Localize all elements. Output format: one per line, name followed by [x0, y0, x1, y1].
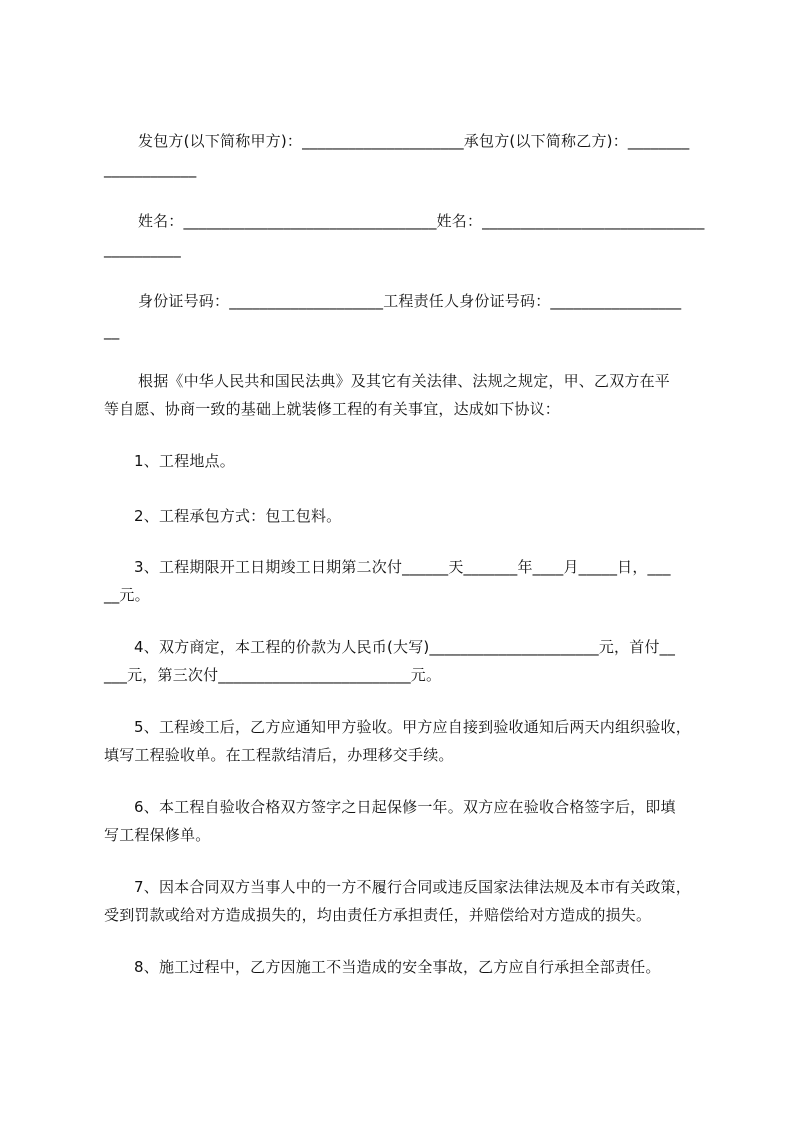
clause-2: 2、工程承包方式：包工包料。 — [134, 507, 342, 525]
clause-7-line-1: 7、因本合同双方当事人中的一方不履行合同或违反国家法律法规及本市有关政策， — [134, 878, 691, 896]
clause-1: 1、工程地点。 — [134, 452, 235, 470]
clause-5-line-1: 5、工程竣工后，乙方应通知甲方验收。甲方应自接到验收通知后两天内组织验收， — [134, 718, 691, 736]
clause-5-line-2: 填写工程验收单。在工程款结清后，办理移交手续。 — [104, 746, 454, 764]
preamble-line-2: 等自愿、协商一致的基础上就装修工程的有关事宜，达成如下协议： — [104, 400, 561, 418]
clause-8: 8、施工过程中，乙方因施工不当造成的安全事故，乙方应自行承担全部责任。 — [134, 958, 661, 976]
party-a-line: 发包方(以下简称甲方)：_____________________承包方(以下简称乙方)：________ — [138, 132, 690, 150]
clause-3-line-1: 3、工程期限开工日期竣工日期第二次付______天_______年____月_____日，___ — [134, 558, 671, 576]
name-line: 姓名：_________________________________姓名：_____________________________ — [138, 212, 705, 230]
preamble-line-1: 根据《中华人民共和国民法典》及其它有关法律、法规之规定，甲、乙双方在平 — [138, 372, 671, 390]
clause-4-line-2: ___元，第三次付_________________________元。 — [104, 666, 442, 684]
clause-6-line-2: 写工程保修单。 — [104, 826, 211, 844]
clause-4-line-1: 4、双方商定，本工程的价款为人民币(大写)______________________元，首付__ — [134, 638, 676, 656]
clause-6-line-1: 6、本工程自验收合格双方签字之日起保修一年。双方应在验收合格签字后，即填 — [134, 798, 676, 816]
party-a-line-cont: ____________ — [104, 160, 197, 178]
name-line-cont: __________ — [104, 240, 181, 258]
clause-3-line-2: __元。 — [104, 586, 150, 604]
id-number-line-cont: __ — [104, 322, 120, 340]
clause-7-line-2: 受到罚款或给对方造成损失的，均由责任方承担责任，并赔偿给对方造成的损失。 — [104, 906, 652, 924]
id-number-line: 身份证号码：____________________工程责任人身份证号码：_________________ — [138, 292, 682, 310]
